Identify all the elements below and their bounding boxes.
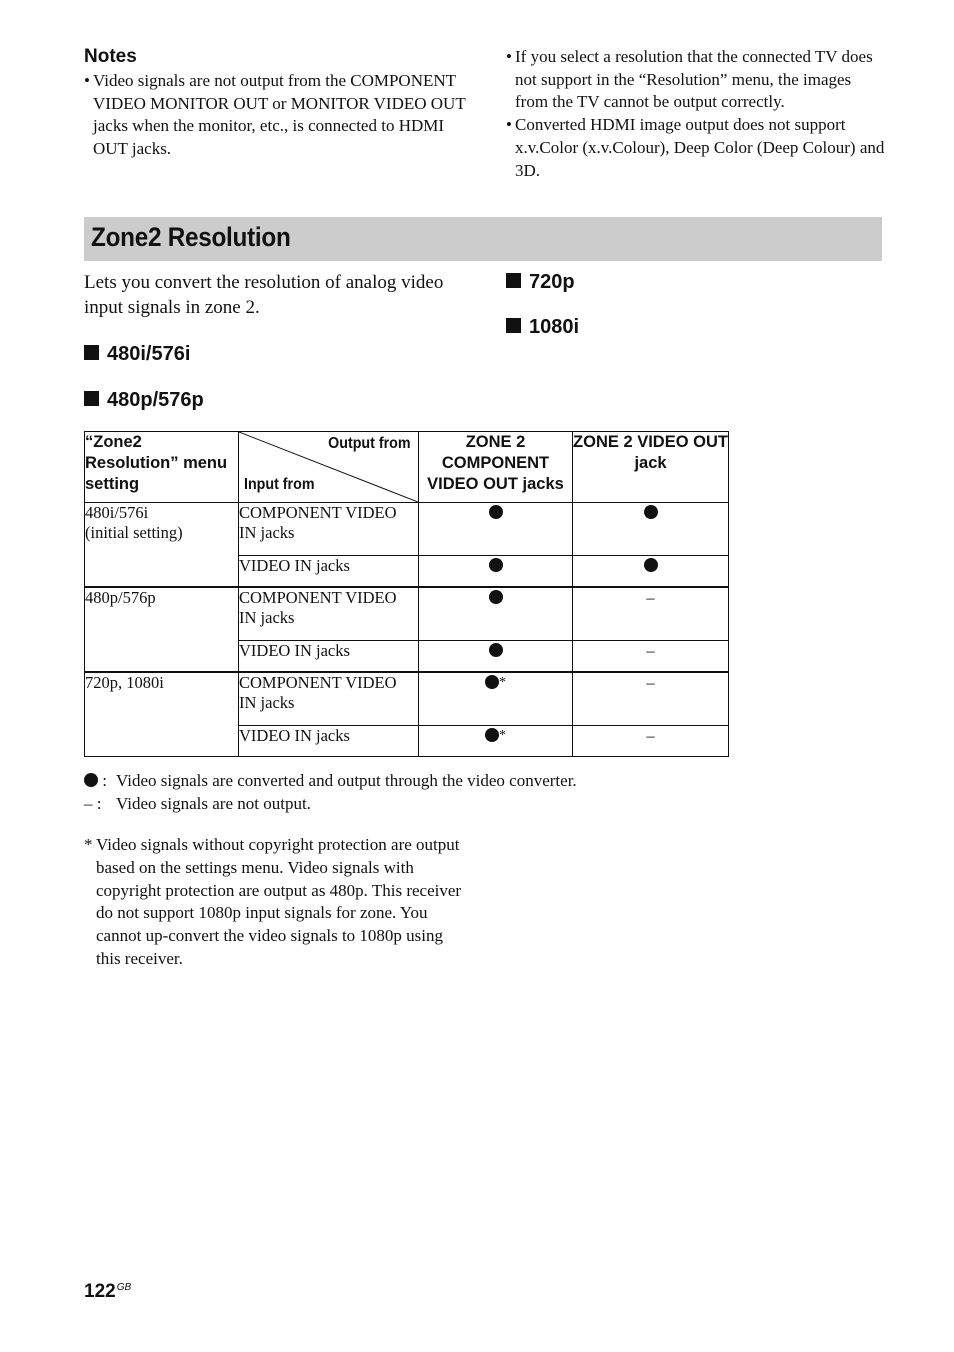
menu-setting-cell: [85, 587, 239, 672]
table-header-row: [85, 432, 729, 503]
square-bullet-icon: [84, 345, 99, 360]
filled-circle-icon: [485, 728, 499, 742]
not-output-mark: –: [646, 588, 655, 607]
page-number: [84, 1281, 131, 1303]
input-from-cell: VIDEO IN jacks: [239, 726, 419, 757]
output-indicator: [419, 641, 573, 673]
output-indicator: [573, 503, 729, 556]
table-row: [85, 503, 729, 556]
input-from-cell: VIDEO IN jacks: [239, 556, 419, 588]
input-from-cell: COMPONENT VIDEO IN jacks: [239, 503, 419, 556]
menu-setting-note: (initial setting): [85, 523, 183, 542]
menu-setting-value: 720p, 1080i: [85, 673, 164, 692]
filled-circle-icon: [485, 675, 499, 689]
header-output-from: Output from: [328, 435, 411, 452]
notes-left-column: [84, 70, 470, 161]
legend-item: [84, 770, 577, 792]
footnote: [84, 834, 469, 971]
legend-text: Video signals are not output.: [116, 794, 311, 813]
option-heading: [506, 316, 579, 339]
header-input-from: Input from: [244, 476, 315, 493]
page-number-value: 122: [84, 1281, 116, 1302]
filled-circle-icon: [644, 558, 658, 572]
header-zone2-component: ZONE 2 COMPONENT VIDEO OUT jacks: [419, 432, 573, 503]
output-indicator: [419, 556, 573, 588]
not-output-mark: –: [646, 641, 655, 660]
option-heading: [84, 343, 190, 366]
table-row: [85, 672, 729, 726]
table-body: [85, 503, 729, 757]
option-heading: [84, 389, 204, 412]
legend-key: – :: [84, 794, 102, 813]
legend-key: :: [84, 770, 116, 792]
zone2-resolution-table: [84, 431, 729, 757]
output-indicator: [573, 587, 729, 641]
output-indicator: [419, 587, 573, 641]
option-label: 720p: [529, 271, 575, 293]
page-number-suffix: GB: [116, 1282, 132, 1293]
asterisk-mark: *: [499, 675, 506, 690]
output-indicator: [419, 503, 573, 556]
menu-setting-value: 480p/576p: [85, 588, 156, 607]
option-label: 1080i: [529, 316, 580, 338]
filled-circle-icon: [644, 505, 658, 519]
note-item: • Converted HDMI image output does not support x.v.Color (x.v.Colour), Deep Color (Deep Colour) and 3D.: [506, 114, 886, 182]
menu-setting-cell: [85, 672, 239, 757]
square-bullet-icon: [506, 273, 521, 288]
legend-text: Video signals are converted and output through the video converter.: [116, 771, 577, 790]
option-heading: [506, 271, 575, 294]
menu-setting-cell: [85, 503, 239, 588]
section-title: Zone2 Resolution: [91, 222, 291, 252]
filled-circle-icon: [489, 505, 503, 519]
legend-item: [84, 793, 311, 815]
section-intro: Lets you convert the resolution of analog video input signals in zone 2.: [84, 272, 444, 318]
header-menu-setting: “Zone2 Resolution” menu setting: [85, 432, 239, 503]
footnote-text: Video signals without copyright protection are output based on the settings menu. Video signals with copyright protection are output as 480p. This receiver do not support 1080p input signals for zone. You cannot up-convert the video signals to 1080p using this receiver.: [96, 835, 462, 968]
square-bullet-icon: [84, 391, 99, 406]
input-from-cell: COMPONENT VIDEO IN jacks: [239, 587, 419, 641]
note-item: • Video signals are not output from the COMPONENT VIDEO MONITOR OUT or MONITOR VIDEO OUT jacks when the monitor, etc., is connected to HDMI OUT jacks.: [84, 70, 470, 161]
output-indicator: [419, 726, 573, 757]
header-diagonal-cell: [239, 432, 419, 503]
table-row: [85, 587, 729, 641]
notes-heading: Notes: [84, 46, 137, 67]
filled-circle-icon: [489, 643, 503, 657]
filled-circle-icon: [489, 590, 503, 604]
header-zone2-video: ZONE 2 VIDEO OUT jack: [573, 432, 729, 503]
footnote-marker: *: [84, 835, 93, 854]
filled-circle-icon: [84, 773, 98, 787]
output-indicator: [573, 726, 729, 757]
filled-circle-icon: [489, 558, 503, 572]
output-indicator: [573, 556, 729, 588]
output-indicator: [573, 672, 729, 726]
option-label: 480p/576p: [107, 389, 204, 411]
menu-setting-value: 480i/576i: [85, 503, 149, 522]
option-label: 480i/576i: [107, 343, 191, 365]
input-from-cell: COMPONENT VIDEO IN jacks: [239, 672, 419, 726]
notes-right-column: [506, 46, 886, 182]
output-indicator: [573, 641, 729, 673]
input-from-cell: VIDEO IN jacks: [239, 641, 419, 673]
output-indicator: [419, 672, 573, 726]
asterisk-mark: *: [499, 728, 506, 743]
not-output-mark: –: [646, 726, 655, 745]
note-item: • If you select a resolution that the connected TV does not support in the “Resolution” menu, the images from the TV cannot be output correctly.: [506, 46, 886, 114]
section-header-band: [84, 217, 882, 261]
not-output-mark: –: [646, 673, 655, 692]
square-bullet-icon: [506, 318, 521, 333]
